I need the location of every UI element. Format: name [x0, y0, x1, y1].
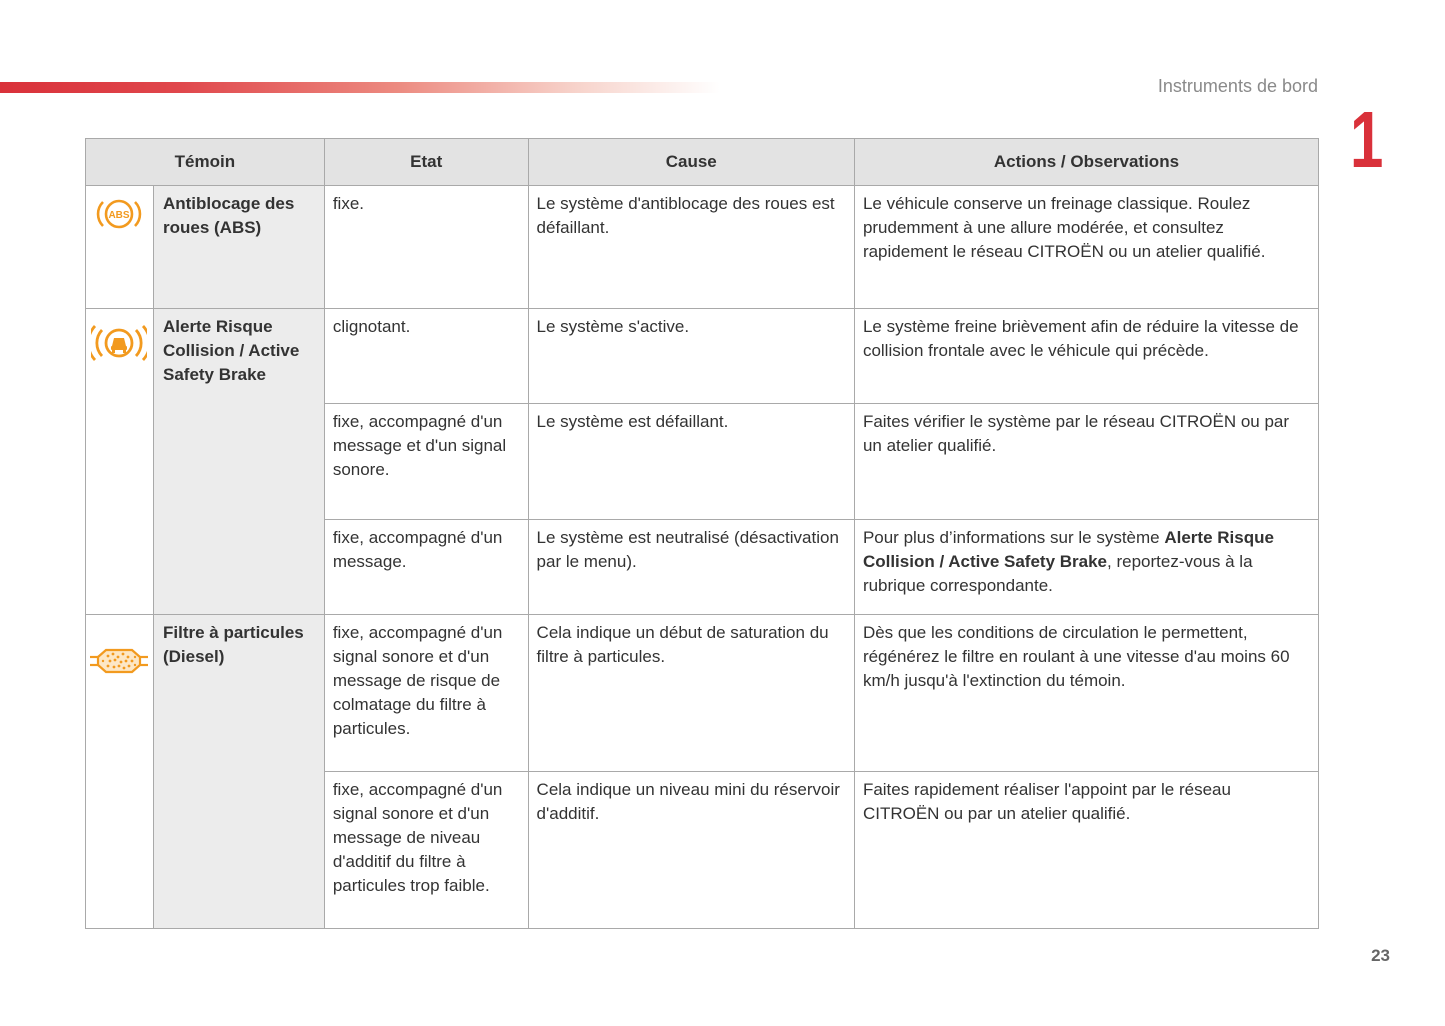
- filter-actions-1: Dès que les conditions de circulation le permettent, régénérez le filtre en roulant à une vitesse d'au moins 60 km/h jusqu'à l'extinction du témoin.: [854, 615, 1318, 772]
- abs-warning-icon: [94, 194, 144, 234]
- table-header-row: [86, 139, 1319, 186]
- abs-icon-text: ABS: [108, 210, 131, 221]
- filter-cause-1: Cela indique un début de saturation du filtre à particules.: [528, 615, 854, 772]
- table-row: [86, 186, 1319, 309]
- table-row: [86, 309, 1319, 404]
- actions-text-bold: Alerte Risque Collision / Active Safety Brake: [862, 528, 1274, 571]
- collision-etat-1: clignotant.: [324, 309, 528, 404]
- header-cause: Cause: [528, 139, 854, 186]
- collision-icon-cell: [86, 309, 154, 615]
- collision-actions-1: Le système freine brièvement afin de réduire la vitesse de collision frontale avec le véhicule qui précède.: [854, 309, 1318, 404]
- header-actions: Actions / Observations: [854, 139, 1318, 186]
- chapter-number: 1: [1350, 95, 1384, 184]
- collision-cause-1: Le système s'active.: [528, 309, 854, 404]
- actions-text-pre: Pour plus d’informations sur le système: [862, 528, 1165, 547]
- abs-cause: Le système d'antiblocage des roues est défaillant.: [528, 186, 854, 309]
- filter-name: Filtre à particules (Diesel): [153, 615, 324, 929]
- filter-cause-2: Cela indique un niveau mini du réservoir d'additif.: [528, 772, 854, 929]
- header-etat: Etat: [324, 139, 528, 186]
- collision-name: Alerte Risque Collision / Active Safety Brake: [153, 309, 324, 615]
- collision-actions-3: [854, 520, 1318, 615]
- filter-icon-cell: [86, 615, 154, 929]
- collision-cause-3: Le système est neutralisé (désactivation par le menu).: [528, 520, 854, 615]
- actions-text-post: , reportez-vous à la rubrique correspondante.: [862, 552, 1253, 595]
- abs-etat: fixe.: [324, 186, 528, 309]
- abs-actions: Le véhicule conserve un freinage classique. Roulez prudemment à une allure modérée, et consultez rapidement le réseau CITROËN ou un atelier qualifié.: [854, 186, 1318, 309]
- collision-cause-2: Le système est défaillant.: [528, 404, 854, 520]
- table-row: [86, 615, 1319, 772]
- particle-filter-icon: [88, 643, 150, 679]
- abs-name: Antiblocage des roues (ABS): [153, 186, 324, 309]
- filter-actions-2: Faites rapidement réaliser l'appoint par le réseau CITROËN ou par un atelier qualifié.: [854, 772, 1318, 929]
- collision-actions-2: Faites vérifier le système par le réseau CITROËN ou par un atelier qualifié.: [854, 404, 1318, 520]
- collision-alert-icon: [91, 321, 147, 365]
- header-temoin: Témoin: [86, 139, 325, 186]
- warning-lights-table: [85, 138, 1319, 929]
- header-red-bar: [0, 82, 720, 93]
- page-number: 23: [1371, 946, 1390, 965]
- filter-etat-1: fixe, accompagné d'un signal sonore et d'un message de risque de colmatage du filtre à particules.: [324, 615, 528, 772]
- collision-etat-2: fixe, accompagné d'un message et d'un signal sonore.: [324, 404, 528, 520]
- section-title: Instruments de bord: [1157, 76, 1318, 96]
- filter-etat-2: fixe, accompagné d'un signal sonore et d'un message de niveau d'additif du filtre à particules trop faible.: [324, 772, 528, 929]
- collision-etat-3: fixe, accompagné d'un message.: [324, 520, 528, 615]
- abs-icon-cell: [86, 186, 154, 309]
